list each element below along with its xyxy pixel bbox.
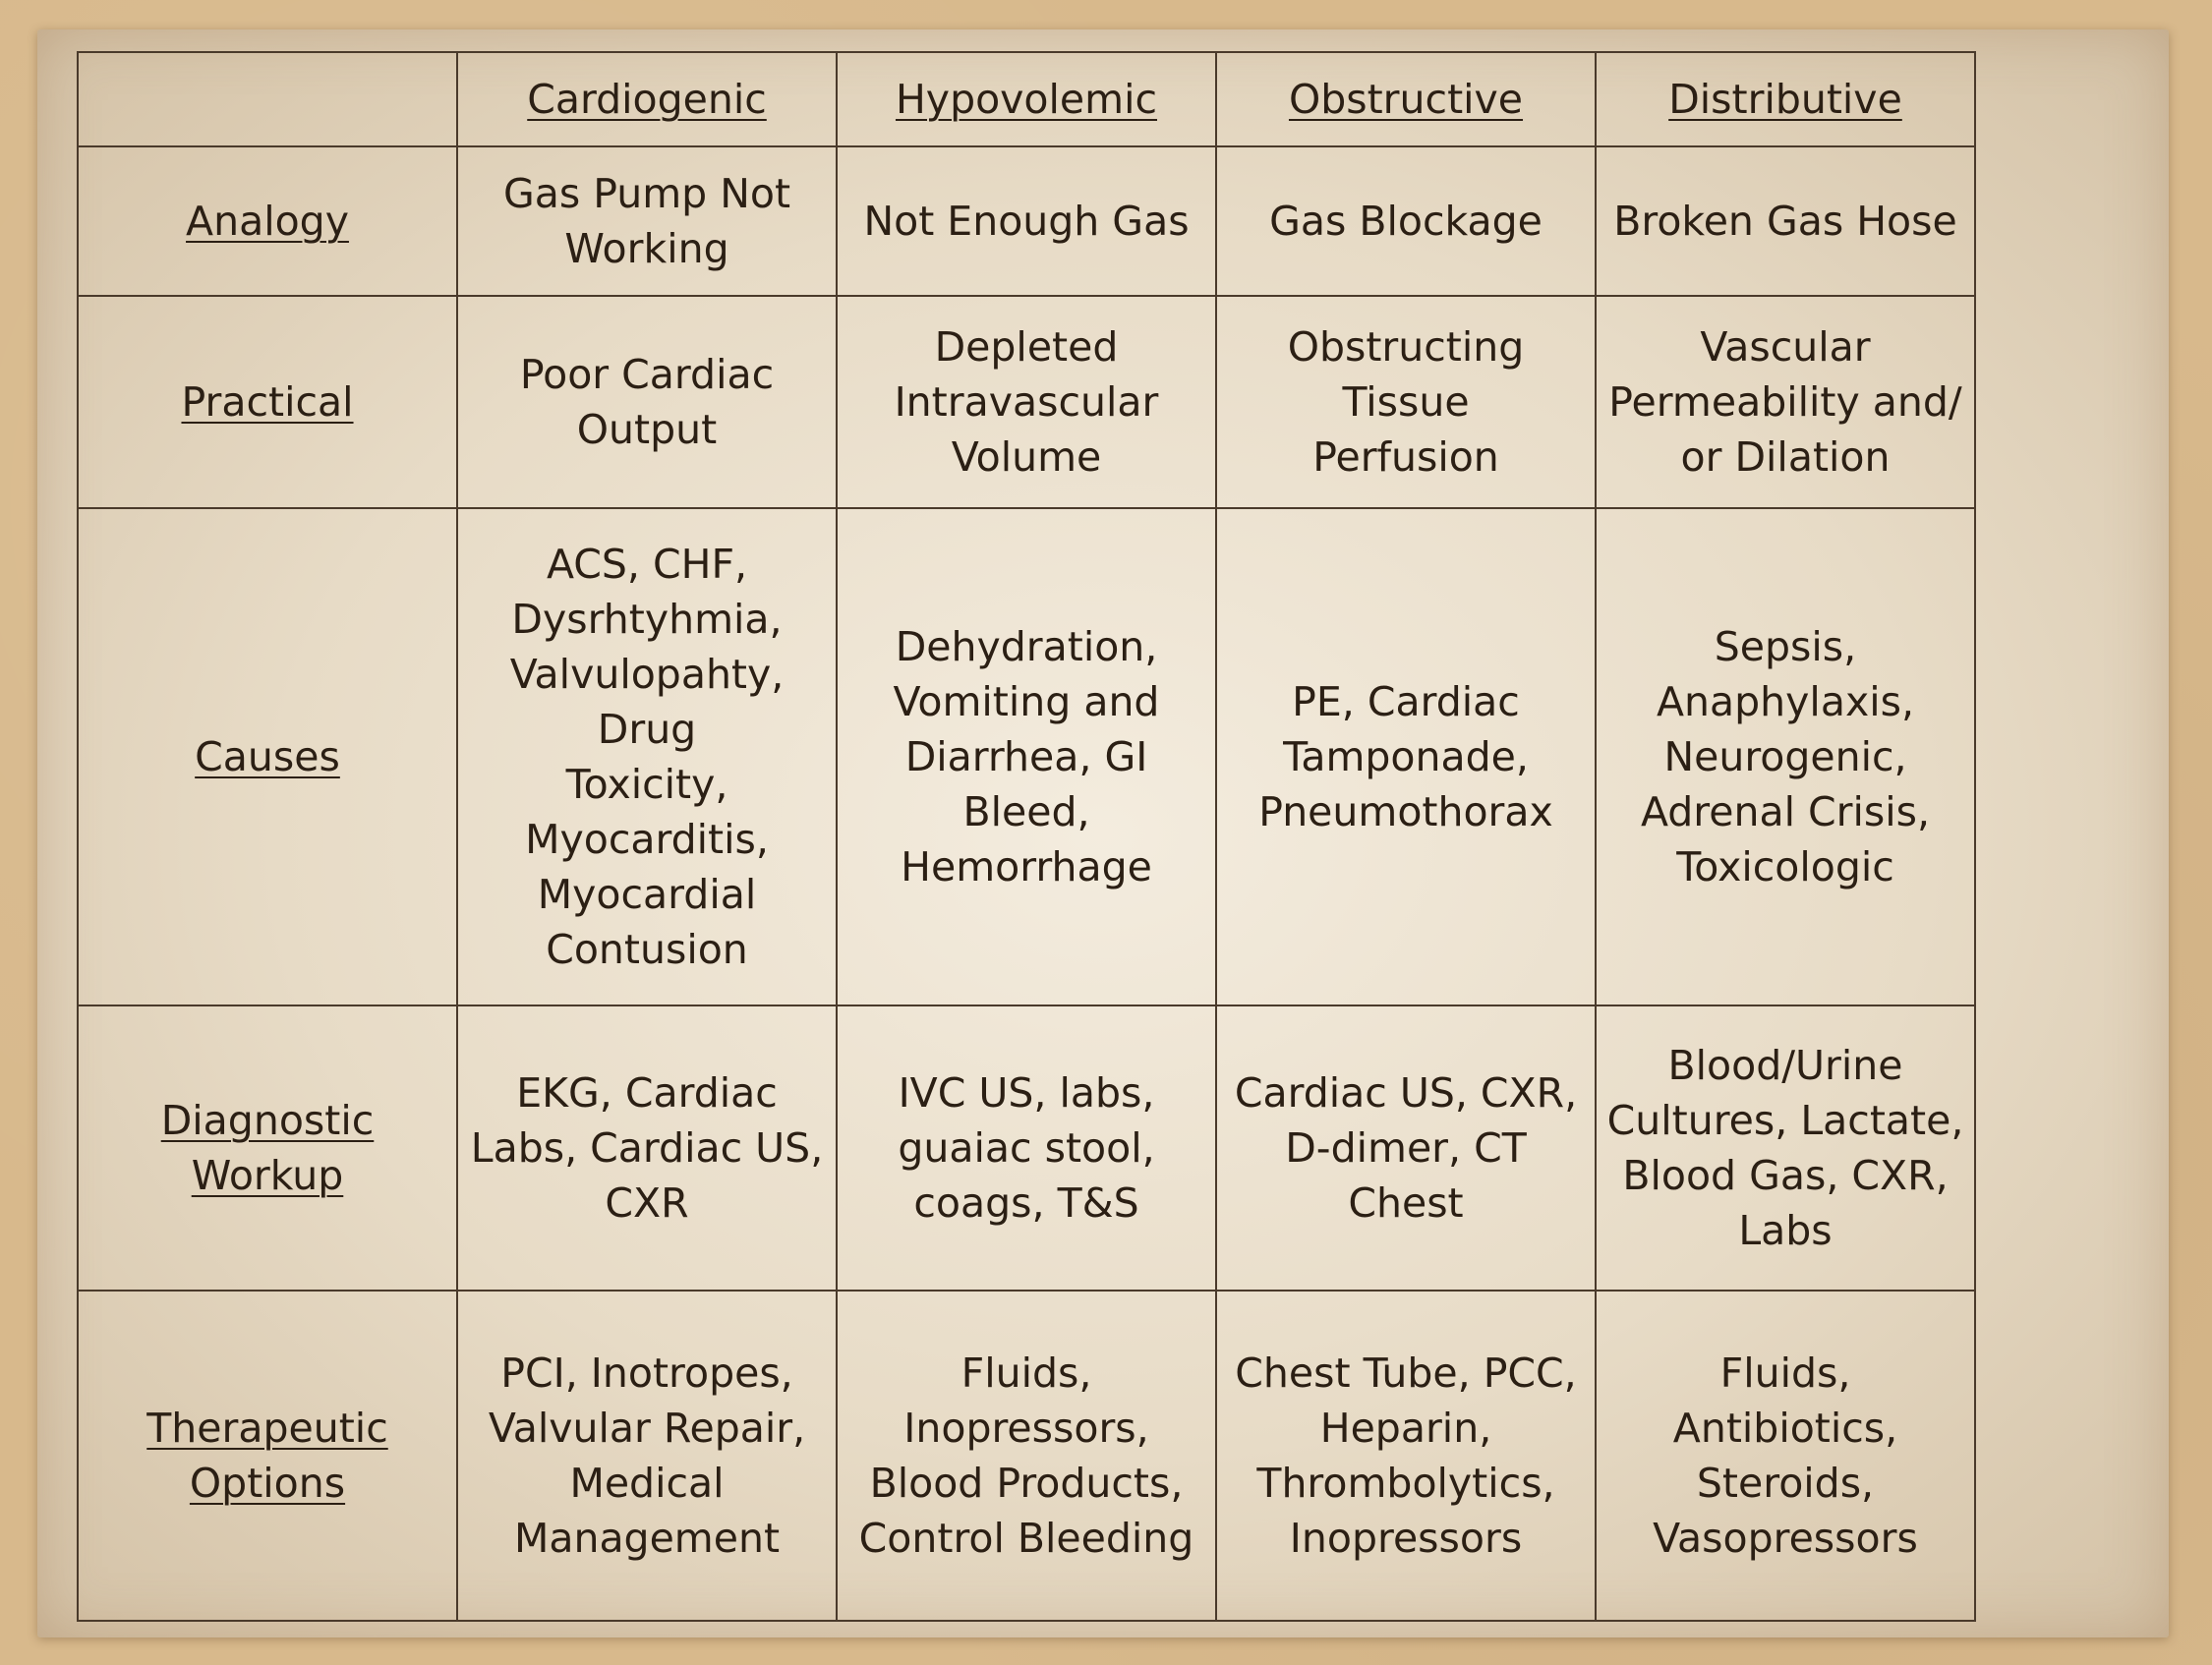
table-cell: Poor Cardiac Output [457, 296, 837, 508]
row-header-practical: Practical [78, 296, 457, 508]
table-cell: Gas Blockage [1216, 146, 1596, 296]
table-cell: Chest Tube, PCC, Heparin, Thrombolytics, Inopressors [1216, 1291, 1596, 1621]
table-row-practical [78, 296, 1975, 508]
corner-cell [78, 52, 457, 146]
row-header-therapeutic-options: Therapeutic Options [78, 1291, 457, 1621]
row-header-analogy: Analogy [78, 146, 457, 296]
column-header-obstructive: Obstructive [1216, 52, 1596, 146]
column-header-hypovolemic: Hypovolemic [837, 52, 1216, 146]
column-header-distributive: Distributive [1596, 52, 1975, 146]
shock-types-table [77, 51, 1976, 1622]
table-cell: PE, Cardiac Tamponade, Pneumothorax [1216, 508, 1596, 1005]
table-row-causes [78, 508, 1975, 1005]
table-cell: Cardiac US, CXR, D-dimer, CT Chest [1216, 1005, 1596, 1291]
table-cell: ACS, CHF, Dysrhtyhmia, Valvulopahty, Drug Toxicity, Myocarditis, Myocardial Contusion [457, 508, 837, 1005]
table-cell: Dehydration, Vomiting and Diarrhea, GI Bleed, Hemorrhage [837, 508, 1216, 1005]
table-cell: Depleted Intravascular Volume [837, 296, 1216, 508]
table-cell: EKG, Cardiac Labs, Cardiac US, CXR [457, 1005, 837, 1291]
table-cell: Sepsis, Anaphylaxis, Neurogenic, Adrenal Crisis, Toxicologic [1596, 508, 1975, 1005]
table-row-therapeutic-options [78, 1291, 1975, 1621]
table-cell: Blood/Urine Cultures, Lactate, Blood Gas, CXR, Labs [1596, 1005, 1975, 1291]
table-cell: Broken Gas Hose [1596, 146, 1975, 296]
table-row-analogy [78, 146, 1975, 296]
table-cell: IVC US, labs, guaiac stool, coags, T&S [837, 1005, 1216, 1291]
table-cell: Fluids, Antibiotics, Steroids, Vasopressors [1596, 1291, 1975, 1621]
table-cell: PCI, Inotropes, Valvular Repair, Medical Management [457, 1291, 837, 1621]
table-cell: Vascular Permeability and/ or Dilation [1596, 296, 1975, 508]
column-header-cardiogenic: Cardiogenic [457, 52, 837, 146]
table-cell: Not Enough Gas [837, 146, 1216, 296]
table-row-diagnostic-workup [78, 1005, 1975, 1291]
table-cell: Fluids, Inopressors, Blood Products, Control Bleeding [837, 1291, 1216, 1621]
table-cell: Obstructing Tissue Perfusion [1216, 296, 1596, 508]
header-row [78, 52, 1975, 146]
table-cell: Gas Pump Not Working [457, 146, 837, 296]
row-header-diagnostic-workup: Diagnostic Workup [78, 1005, 457, 1291]
row-header-causes: Causes [78, 508, 457, 1005]
